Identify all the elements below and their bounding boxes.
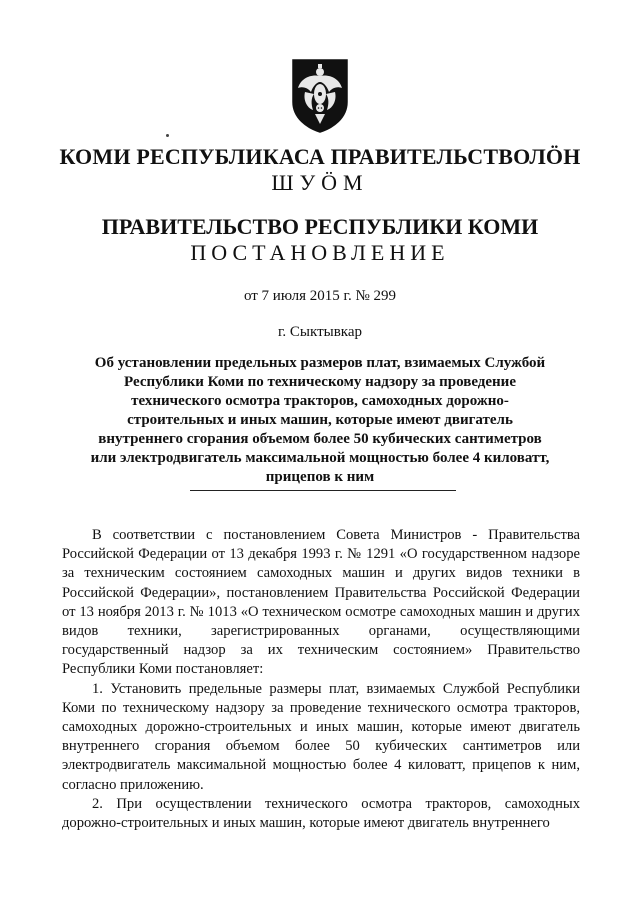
komi-resolution-subtitle: ШУÖМ	[271, 170, 369, 195]
government-title: ПРАВИТЕЛЬСТВО РЕСПУБЛИКИ КОМИ	[101, 214, 539, 239]
scan-dot	[166, 134, 169, 137]
resolution-subtitle: ПОСТАНОВЛЕНИЕ	[190, 240, 450, 265]
komi-coat-of-arms-icon	[291, 58, 349, 134]
heading-divider	[190, 490, 456, 491]
body-paragraph: 1. Установить предельные размеры плат, взимаемых Службой Республики Коми по техническому надзору за проведение технического осмотра тракторов, самоходных дорожно-строительных и иных машин, которые имеют двигатель внутреннего сгорания объемом более 50 кубических сантиметров или электродвигатель максимальной мощностью более 4 киловатт, прицепов к ним, согласно приложению.	[62, 680, 580, 793]
body-paragraph: 2. При осуществлении технического осмотра тракторов, самоходных дорожно-строительных и иных машин, которые имеют двигатель внутреннего	[62, 795, 580, 832]
document-heading: Об установлении предельных размеров плат, взимаемых Службой Республики Коми по техническому надзору за проведение технического осмотра тракторов, самоходных дорожно-строительных и иных машин, которые имеют двигатель внутреннего сгорания объемом более 50 кубических сантиметров или электродвигатель максимальной мощностью более 4 киловатт, прицепов к ним	[90, 355, 550, 485]
document-date: от 7 июля 2015 г. № 299	[243, 288, 397, 304]
document-body	[62, 526, 580, 833]
body-paragraph: В соответствии с постановлением Совета Министров - Правительства Российской Федерации от 13 декабря 1993 г. № 1291 «О государственном надзоре за техническим состоянием самоходных машин и других видов техники в Российской Федерации», постановлением Правительства Российской Федерации от 13 ноября 2013 г. № 1013 «О техническом осмотре самоходных машин и других видов техники, зарегистрированных органами, осуществляющими государственный надзор за их техническим состоянием» Правительство Республики Коми постановляет:	[62, 527, 580, 678]
komi-government-title: КОМИ РЕСПУБЛИКАСА ПРАВИТЕЛЬСТВОЛÖН	[59, 144, 581, 169]
document-city: г. Сыктывкар	[277, 324, 363, 340]
